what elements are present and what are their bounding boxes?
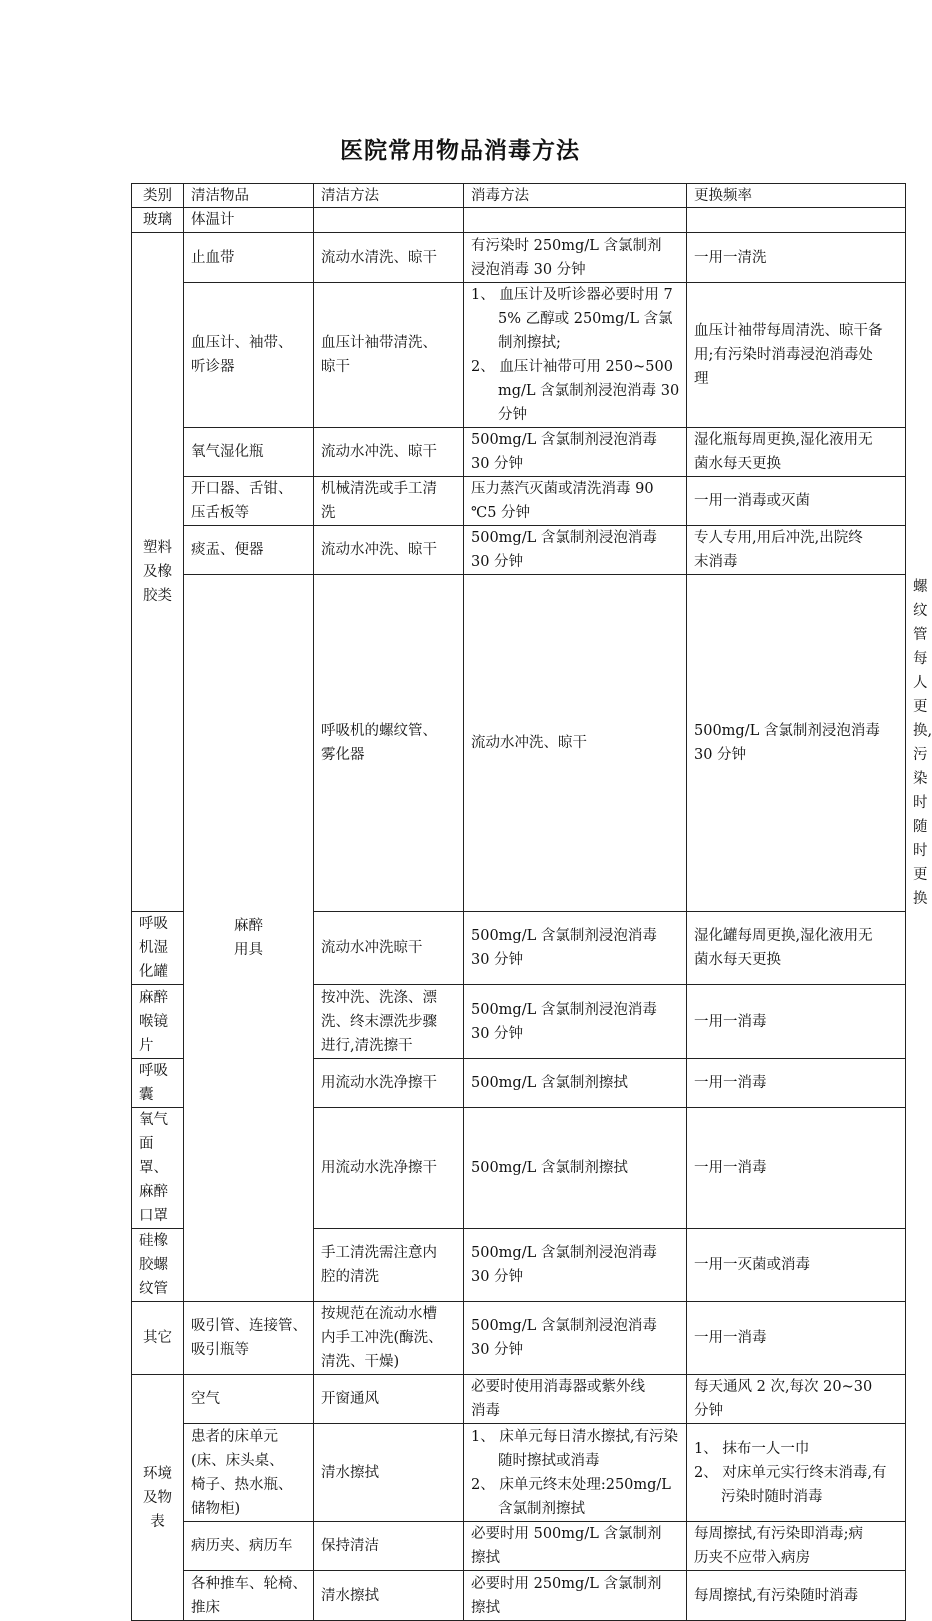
- list-item: 2、 对床单元实行终末消毒,有污染时随时消毒: [694, 1464, 887, 1505]
- text-line: 必要时用 250mg/L 含氯制剂: [471, 1575, 662, 1592]
- text-line: 湿化瓶每周更换,湿化液用无: [694, 432, 873, 448]
- text-line: 30 分钟: [471, 1269, 524, 1285]
- text-line: 清洗、干燥): [321, 1354, 400, 1370]
- text-line: 分钟: [694, 1403, 723, 1419]
- category-cell: [132, 1375, 184, 1621]
- text-line: 血压计袖带每周清洗、晾干备: [694, 323, 883, 339]
- frequency-cell: [687, 1424, 906, 1522]
- text-line: 椅子、热水瓶、: [191, 1476, 293, 1493]
- item-cell: 麻醉喉镜片: [132, 985, 184, 1059]
- item-cell: 痰盂、便器: [184, 526, 314, 575]
- disinfection-table: [131, 183, 932, 1621]
- disinfect-cell: [464, 208, 687, 233]
- category-label: 其它: [143, 1330, 172, 1346]
- clean-cell: 用流动水洗净擦干: [314, 1059, 464, 1108]
- item-cell: [184, 1424, 314, 1522]
- clean-cell: 流动水冲洗、晾干: [314, 428, 464, 477]
- text-line: 按规范在流动水槽: [321, 1306, 437, 1322]
- disinfect-cell: [464, 526, 687, 575]
- text-line: 雾化器: [321, 747, 365, 763]
- header-item: 清洁物品: [184, 184, 314, 208]
- item-cell: 止血带: [184, 233, 314, 283]
- text-line: 每天通风 2 次,每次 20~30: [694, 1379, 873, 1395]
- table-row: [132, 1302, 906, 1375]
- category-label: 胶类: [143, 588, 172, 604]
- text-line: 500mg/L 含氯制剂浸泡消毒: [694, 723, 880, 739]
- item-cell: [184, 477, 314, 526]
- list-item: 1、 床单元每日清水擦拭,有污染随时擦拭或消毒: [471, 1428, 678, 1469]
- disinfect-cell: [687, 575, 906, 912]
- category-cell: [132, 1302, 184, 1375]
- disinfect-cell: [464, 233, 687, 283]
- table-row: [132, 1375, 906, 1424]
- text-line: 30 分钟: [694, 747, 747, 763]
- text-line: 擦拭: [471, 1599, 500, 1616]
- header-category: 类别: [132, 184, 184, 208]
- text-line: 消毒: [471, 1403, 500, 1419]
- category-cell: [184, 575, 314, 1302]
- text-line: 压力蒸汽灭菌或清洗消毒 90: [471, 481, 654, 497]
- item-cell: [184, 283, 314, 428]
- table-row: 麻醉 用具 呼吸机的螺纹管、 雾化器 流动水冲洗、晾干 500mg/L 含氯制剂浸泡消毒 30 分钟 螺纹管每人更换,污染时随时 更换: [132, 575, 906, 912]
- category-label: 环境: [143, 1465, 172, 1482]
- text-line: (床、床头桌、: [191, 1452, 284, 1469]
- header-disinfection-method: 消毒方法: [464, 184, 687, 208]
- item-cell: 氧气湿化瓶: [184, 428, 314, 477]
- clean-cell: [314, 1229, 464, 1302]
- category-label: 塑料: [143, 540, 172, 556]
- text-line: 用;有污染时消毒浸泡消毒处: [694, 347, 873, 363]
- frequency-cell: 一用一清洗: [687, 233, 906, 283]
- frequency-cell: 一用一灭菌或消毒: [687, 1229, 906, 1302]
- table-row: [132, 1522, 906, 1571]
- clean-cell: [314, 477, 464, 526]
- clean-cell: [314, 283, 464, 428]
- text-line: 机械清洗或手工清: [321, 481, 437, 497]
- text-line: 末消毒: [694, 554, 738, 570]
- clean-cell: 流动水清洗、晾干: [314, 233, 464, 283]
- text-line: 浸泡消毒 30 分钟: [471, 261, 586, 278]
- category-label: 表: [150, 1513, 165, 1530]
- disinfect-cell: [464, 477, 687, 526]
- list-item: 2、 血压计袖带可用 250~500mg/L 含氯制剂浸泡消毒 30 分钟: [471, 359, 680, 423]
- table-row: [132, 526, 906, 575]
- category-label: 及物: [143, 1489, 172, 1506]
- frequency-cell: [687, 912, 906, 985]
- item-cell: [184, 1571, 314, 1621]
- text-line: 听诊器: [191, 359, 235, 375]
- text-line: 开口器、舌钳、: [191, 481, 293, 497]
- text-line: 30 分钟: [471, 554, 524, 570]
- text-line: 有污染时 250mg/L 含氯制剂: [471, 237, 662, 254]
- item-cell: 硅橡胶螺纹管: [132, 1229, 184, 1302]
- table-row: [132, 477, 906, 526]
- frequency-cell: [687, 428, 906, 477]
- category-label: 玻璃: [143, 212, 172, 228]
- table-row: [132, 1571, 906, 1621]
- text-line: 500mg/L 含氯制剂浸泡消毒: [471, 928, 657, 944]
- text-line: 历夹不应带入病房: [694, 1550, 810, 1566]
- text-line: 吸引管、连接管、: [191, 1318, 307, 1334]
- text-line: 呼吸机的螺纹管、: [321, 723, 437, 739]
- item-cell: [314, 575, 464, 912]
- text-line: 菌水每天更换: [694, 952, 781, 968]
- item-cell: 呼吸囊: [132, 1059, 184, 1108]
- list-item: 1、 抹布一人一巾: [694, 1440, 810, 1457]
- table-row: [132, 208, 906, 233]
- list-item: 1、 血压计及听诊器必要时用 75% 乙醇或 250mg/L 含氯制剂擦拭;: [471, 287, 673, 351]
- text-line: 500mg/L 含氯制剂浸泡消毒: [471, 530, 657, 546]
- text-line: 菌水每天更换: [694, 456, 781, 472]
- text-line: 30 分钟: [471, 456, 524, 472]
- text-line: 手工清洗需注意内: [321, 1245, 437, 1261]
- clean-cell: 流动水冲洗、晾干: [464, 575, 687, 912]
- frequency-cell: 每周擦拭,有污染随时消毒: [687, 1571, 906, 1621]
- text-line: 30 分钟: [471, 952, 524, 968]
- table-row: [132, 428, 906, 477]
- disinfect-cell: [464, 1302, 687, 1375]
- item-cell: [132, 1108, 184, 1229]
- disinfect-cell: [464, 428, 687, 477]
- clean-cell: 流动水冲洗晾干: [314, 912, 464, 985]
- clean-cell: 开窗通风: [314, 1375, 464, 1424]
- category-cell: [132, 208, 184, 233]
- text-line: 进行,清洗擦干: [321, 1037, 413, 1054]
- disinfect-cell: [464, 1571, 687, 1621]
- clean-cell: [314, 1302, 464, 1375]
- text-line: 30 分钟: [471, 1025, 524, 1042]
- clean-cell: [314, 208, 464, 233]
- text-line: 洗: [321, 505, 336, 521]
- table-row: [132, 1424, 906, 1522]
- category-label: 麻醉: [234, 918, 263, 934]
- page-title: 医院常用物品消毒方法: [340, 138, 580, 164]
- text-line: 压舌板等: [191, 505, 249, 521]
- frequency-cell: [687, 1375, 906, 1424]
- frequency-cell: [687, 208, 906, 233]
- text-line: 腔的清洗: [321, 1269, 379, 1285]
- text-line: 晾干: [321, 359, 350, 375]
- category-label: 及橡: [143, 564, 172, 580]
- item-cell: [184, 1302, 314, 1375]
- disinfect-cell: [464, 985, 687, 1059]
- item-cell: 体温计: [184, 208, 314, 233]
- frequency-cell: 一用一消毒或灭菌: [687, 477, 906, 526]
- text-line: 500mg/L 含氯制剂浸泡消毒: [471, 1001, 657, 1018]
- table-header-row: [132, 184, 906, 208]
- text-line: 必要时用 500mg/L 含氯制剂: [471, 1526, 662, 1542]
- text-line: 血压计、袖带、: [191, 335, 293, 351]
- text-line: 湿化罐每周更换,湿化液用无: [694, 928, 873, 944]
- disinfect-cell: [464, 1375, 687, 1424]
- header-frequency: 更换频率: [687, 184, 906, 208]
- text-line: 每周擦拭,有污染即消毒;病: [694, 1526, 863, 1542]
- text-line: 500mg/L 含氯制剂浸泡消毒: [471, 1318, 657, 1334]
- text-line: 按冲洗、洗涤、漂: [321, 989, 437, 1006]
- list-item: 2、 床单元终末处理:250mg/L 含氯制剂擦拭: [471, 1476, 671, 1517]
- frequency-cell: [687, 283, 906, 428]
- clean-cell: 清水擦拭: [314, 1424, 464, 1522]
- disinfect-cell: [464, 1522, 687, 1571]
- clean-cell: 流动水冲洗、晾干: [314, 526, 464, 575]
- frequency-cell: 一用一消毒: [687, 1059, 906, 1108]
- text-line: ℃5 分钟: [471, 505, 531, 521]
- text-line: 口罩: [139, 1208, 168, 1224]
- text-line: 血压计袖带清洗、: [321, 335, 437, 351]
- frequency-cell: [687, 526, 906, 575]
- clean-cell: 保持清洁: [314, 1522, 464, 1571]
- text-line: 专人专用,用后冲洗,出院终: [694, 530, 863, 546]
- frequency-cell: 一用一消毒: [687, 1108, 906, 1229]
- header-cleaning-method: 清洁方法: [314, 184, 464, 208]
- disinfect-cell: [464, 912, 687, 985]
- text-line: 氧气面罩、麻醉: [139, 1112, 168, 1200]
- table-row: [132, 283, 906, 428]
- text-line: 理: [694, 371, 709, 387]
- text-line: 500mg/L 含氯制剂浸泡消毒: [471, 1245, 657, 1261]
- frequency-cell: 一用一消毒: [687, 1302, 906, 1375]
- text-line: 推床: [191, 1599, 220, 1616]
- text-line: 擦拭: [471, 1550, 500, 1566]
- text-line: 30 分钟: [471, 1342, 524, 1358]
- category-cell: [132, 233, 184, 912]
- disinfect-cell: [464, 283, 687, 428]
- clean-cell: [314, 985, 464, 1059]
- clean-cell: 清水擦拭: [314, 1571, 464, 1621]
- item-cell: 病历夹、病历车: [184, 1522, 314, 1571]
- text-line: 储物柜): [191, 1500, 241, 1517]
- disinfect-cell: [464, 1424, 687, 1522]
- disinfect-cell: 500mg/L 含氯制剂擦拭: [464, 1108, 687, 1229]
- frequency-cell: [687, 1522, 906, 1571]
- disinfect-cell: [464, 1229, 687, 1302]
- text-line: 患者的床单元: [191, 1428, 278, 1445]
- text-line: 内手工冲洗(酶洗、: [321, 1330, 443, 1346]
- clean-cell: 用流动水洗净擦干: [314, 1108, 464, 1229]
- text-line: 500mg/L 含氯制剂浸泡消毒: [471, 432, 657, 448]
- category-label: 用具: [234, 942, 263, 958]
- item-cell: 呼吸机湿化罐: [132, 912, 184, 985]
- table-row: [132, 233, 906, 283]
- text-line: 必要时使用消毒器或紫外线: [471, 1379, 645, 1395]
- text-line: 各种推车、轮椅、: [191, 1575, 307, 1592]
- item-cell: 空气: [184, 1375, 314, 1424]
- text-line: 吸引瓶等: [191, 1342, 249, 1358]
- text-line: 洗、终末漂洗步骤: [321, 1013, 437, 1030]
- disinfect-cell: 500mg/L 含氯制剂擦拭: [464, 1059, 687, 1108]
- frequency-cell: 一用一消毒: [687, 985, 906, 1059]
